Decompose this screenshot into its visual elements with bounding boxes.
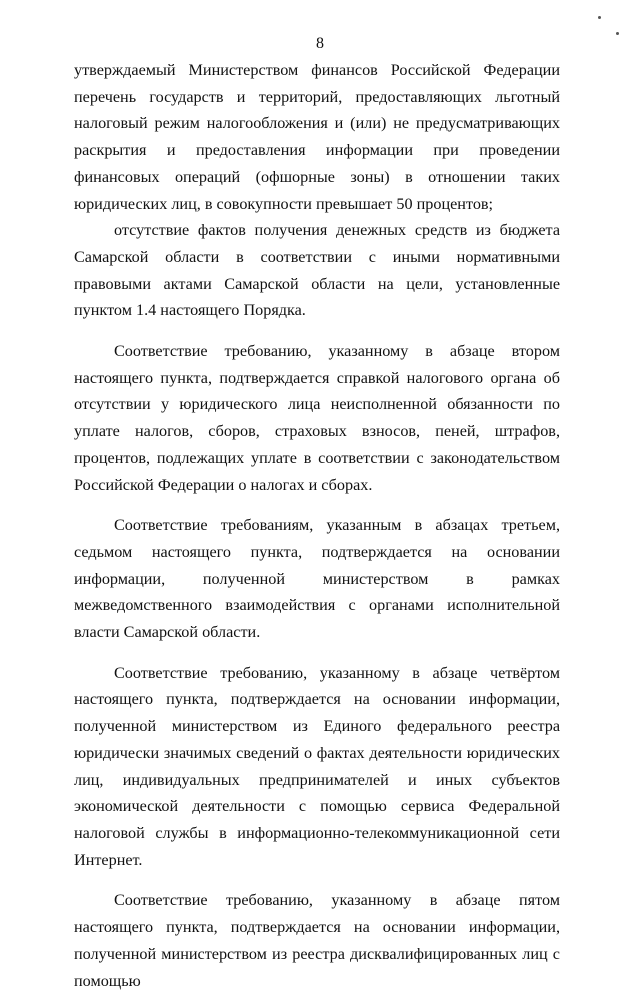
paragraph-federal-register: Соответствие требованию, указанному в абзаце четвёртом настоящего пункта, подтверждается на основании информации, полученной министерством из Единого федерального реестра юридически значимых сведений о фактах деятельности юридических лиц, индивидуальных предпринимателей и иных субъектов экономической деятельности с помощью сервиса Федеральной налоговой службы в информационно-телекоммуникационной сети Интернет. <box>74 663 560 869</box>
page-number: 8 <box>316 35 324 52</box>
paragraph-disqualified-register: Соответствие требованию, указанному в абзаце пятом настоящего пункта, подтверждается на основании информации, полученной министерством из реестра дисквалифицированных лиц с помощью <box>74 891 560 990</box>
paragraph-offshore-share: утверждаемый Министерством финансов Российской Федерации перечень государств и территорий, предоставляющих льготный налоговый режим налогообложения и (или) не предусматривающих раскрытия и предоставления информации при проведении финансовых операций (офшорные зоны) в отношении таких юридических лиц, в совокупности превышает 50 процентов; <box>74 61 560 213</box>
paragraph-no-budget-funds: отсутствие фактов получения денежных средств из бюджета Самарской области в соответствии с иными нормативными правовыми актами Самарской области на цели, установленные пунктом 1.4 настоящего Порядка. <box>74 221 560 320</box>
scan-speck <box>598 16 601 19</box>
paragraph-tax-certificate: Соответствие требованию, указанному в абзаце втором настоящего пункта, подтверждается справкой налогового органа об отсутствии у юридического лица неисполненной обязанности по уплате налогов, сборов, страховых взносов, пеней, штрафов, процентов, подлежащих уплате в соответствии с законодательством Российской Федерации о налогах и сборах. <box>74 342 560 494</box>
document-body <box>74 57 560 994</box>
paragraph-interagency-info: Соответствие требованиям, указанным в абзацах третьем, седьмом настоящего пункта, подтверждается на основании информации, полученной министерством в рамках межведомственного взаимодействия с органами исполнительной власти Самарской области. <box>74 516 560 642</box>
